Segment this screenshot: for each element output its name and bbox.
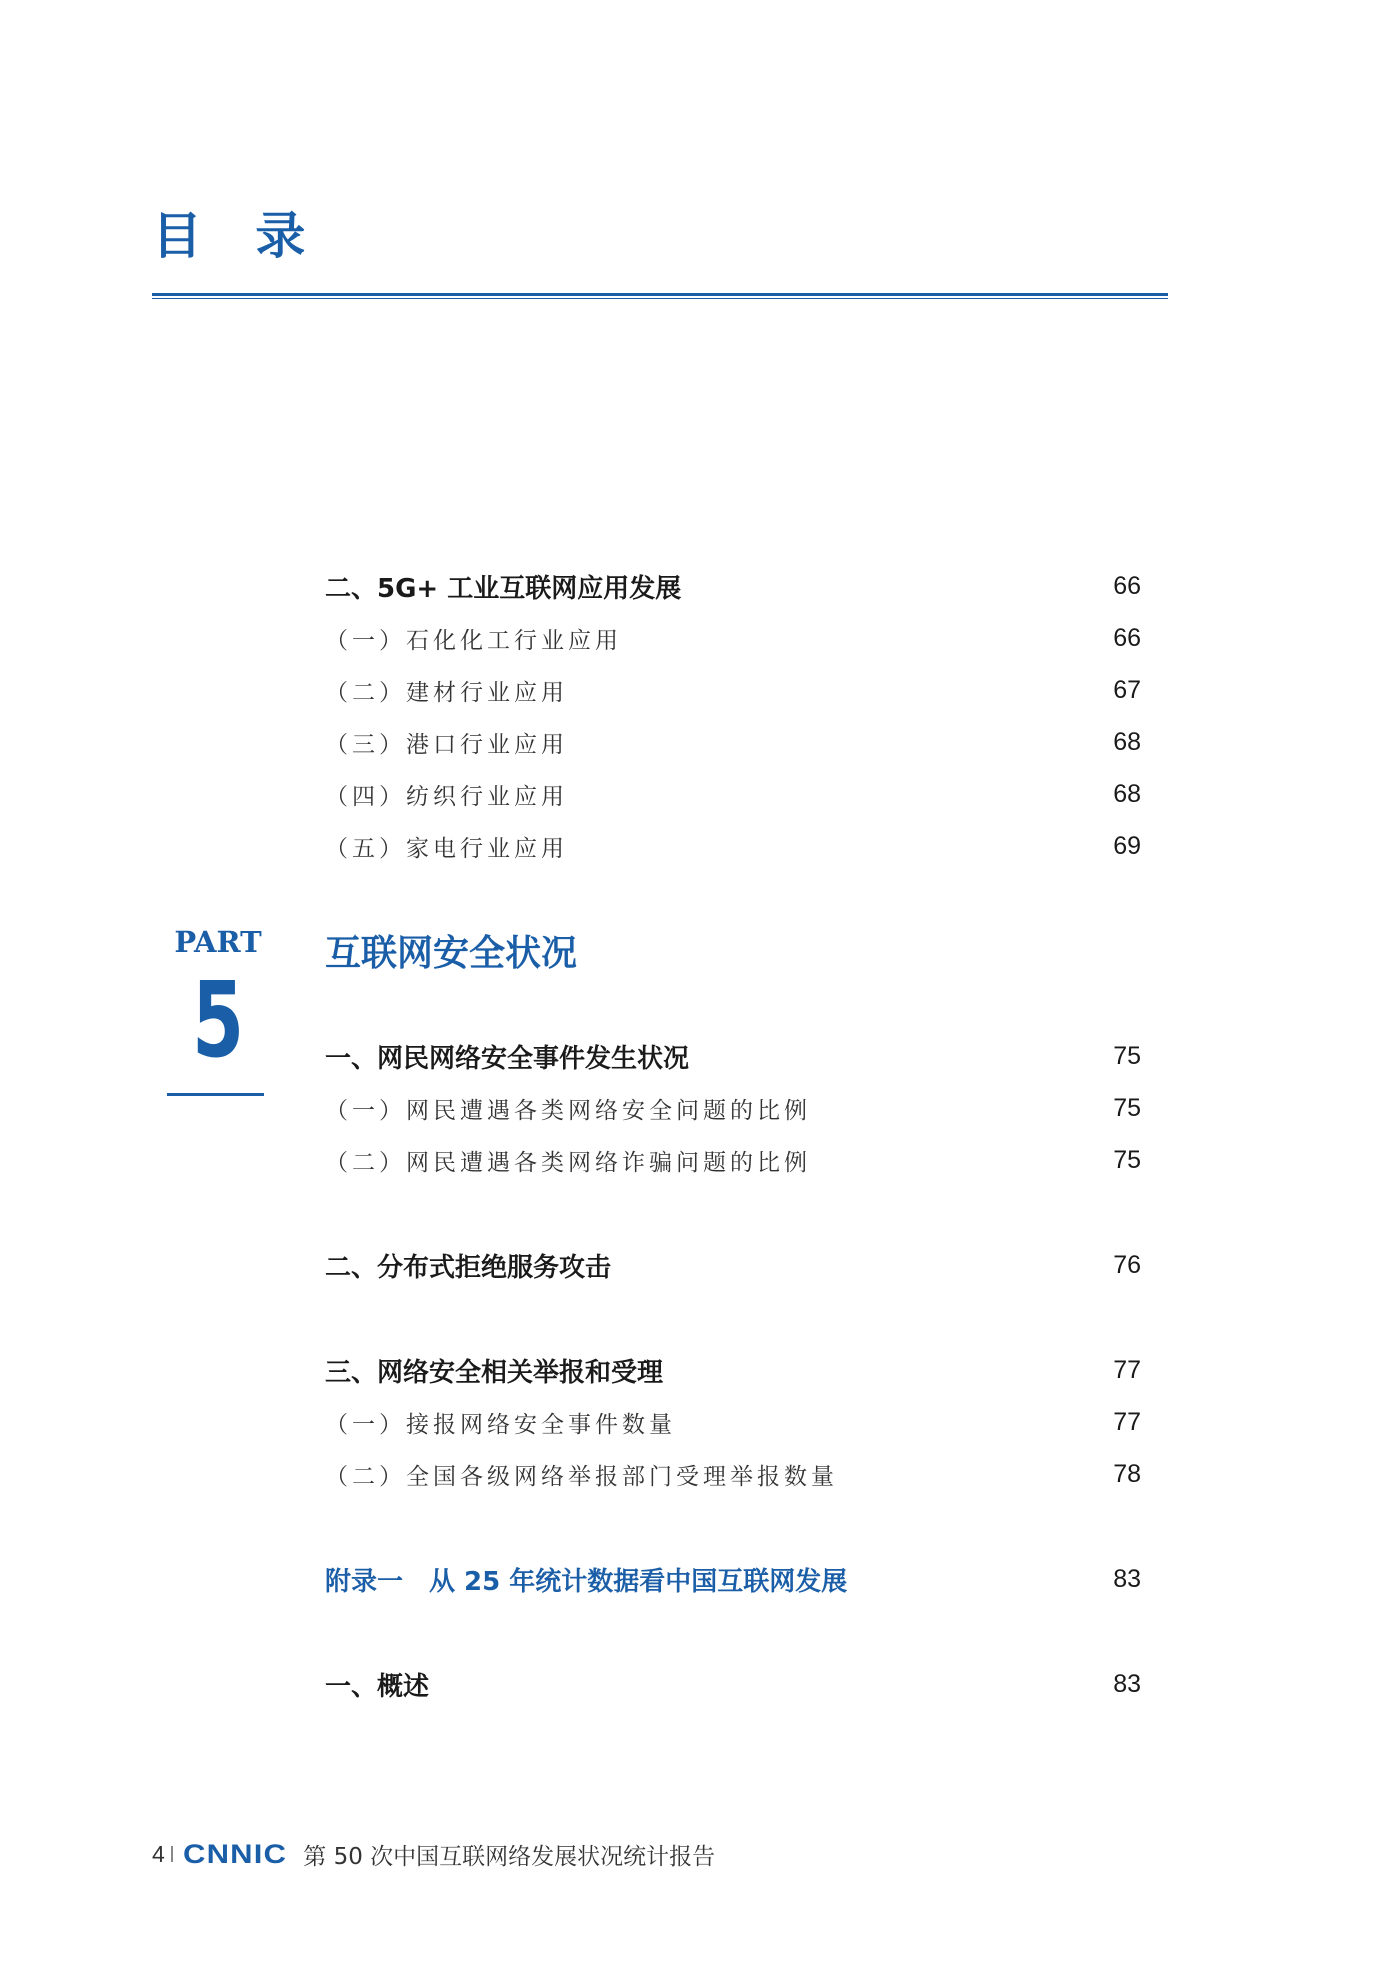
toc-subentry-page: 67 bbox=[1113, 675, 1141, 704]
toc-subentry-page: 75 bbox=[1113, 1093, 1141, 1122]
toc-subentry-label: （四）纺织行业应用 bbox=[325, 783, 568, 810]
toc-subentry-page: 66 bbox=[1113, 623, 1141, 652]
toc-entry[interactable] bbox=[325, 1036, 1141, 1076]
toc-subentry-label: （五）家电行业应用 bbox=[325, 835, 568, 862]
footer-report-title: 第 50 次中国互联网络发展状况统计报告 bbox=[303, 1843, 716, 1870]
toc-entry-page: 77 bbox=[1113, 1355, 1141, 1384]
toc-subentry-label: （一）石化化工行业应用 bbox=[325, 627, 622, 654]
toc-appendix-page: 83 bbox=[1113, 1564, 1141, 1593]
toc-entry-label: 二、分布式拒绝服务攻击 bbox=[325, 1252, 612, 1283]
part-label: PART bbox=[174, 925, 262, 959]
toc-entry[interactable] bbox=[325, 566, 1141, 606]
toc-subentry[interactable] bbox=[325, 722, 1141, 762]
title-divider bbox=[152, 293, 1168, 296]
toc-entry-label: 三、网络安全相关举报和受理 bbox=[325, 1357, 664, 1388]
toc-subentry[interactable] bbox=[325, 618, 1141, 658]
toc-subentry-label: （一）接报网络安全事件数量 bbox=[325, 1411, 676, 1438]
toc-title: 目 录 bbox=[152, 207, 324, 265]
part-title[interactable]: 互联网安全状况 bbox=[325, 933, 578, 974]
toc-subentry-label: （二）建材行业应用 bbox=[325, 679, 568, 706]
toc-subentry-label: （二）全国各级网络举报部门受理举报数量 bbox=[325, 1463, 838, 1490]
toc-subentry[interactable] bbox=[325, 1140, 1141, 1180]
toc-subentry[interactable] bbox=[325, 1402, 1141, 1442]
toc-entry-label: 一、概述 bbox=[325, 1671, 430, 1702]
toc-entry[interactable] bbox=[325, 1245, 1141, 1285]
toc-subentry-page: 68 bbox=[1113, 727, 1141, 756]
page-footer bbox=[152, 1838, 715, 1870]
toc-subentry-label: （三）港口行业应用 bbox=[325, 731, 568, 758]
toc-entry[interactable] bbox=[325, 1350, 1141, 1390]
toc-entry-page: 75 bbox=[1113, 1041, 1141, 1070]
toc-appendix-label: 附录一 从 25 年统计数据看中国互联网发展 bbox=[325, 1566, 848, 1597]
toc-subentry[interactable] bbox=[325, 1088, 1141, 1128]
toc-entry-page: 76 bbox=[1113, 1250, 1141, 1279]
toc-entry-label: 一、网民网络安全事件发生状况 bbox=[325, 1043, 690, 1074]
title-divider-thin bbox=[152, 298, 1168, 299]
toc-subentry[interactable] bbox=[325, 826, 1141, 866]
toc-subentry-page: 77 bbox=[1113, 1407, 1141, 1436]
part-number: 5 bbox=[191, 959, 245, 1081]
toc-subentry-label: （一）网民遭遇各类网络安全问题的比例 bbox=[325, 1097, 811, 1124]
footer-separator bbox=[171, 1846, 173, 1862]
toc-subentry-page: 78 bbox=[1113, 1459, 1141, 1488]
toc-entry-page: 66 bbox=[1113, 571, 1141, 600]
toc-subentry-page: 69 bbox=[1113, 831, 1141, 860]
toc-subentry-page: 75 bbox=[1113, 1145, 1141, 1174]
toc-subentry[interactable] bbox=[325, 774, 1141, 814]
toc-subentry[interactable] bbox=[325, 670, 1141, 710]
toc-entry-label: 二、5G+ 工业互联网应用发展 bbox=[325, 573, 682, 604]
toc-subentry-page: 68 bbox=[1113, 779, 1141, 808]
footer-page-number: 4 bbox=[152, 1840, 165, 1867]
toc-subentry[interactable] bbox=[325, 1454, 1141, 1494]
toc-subentry-label: （二）网民遭遇各类网络诈骗问题的比例 bbox=[325, 1149, 811, 1176]
toc-entry[interactable] bbox=[325, 1664, 1141, 1704]
part-underline bbox=[167, 1093, 264, 1096]
cnnic-logo: CNNIC bbox=[182, 1838, 287, 1869]
toc-entry-page: 83 bbox=[1113, 1669, 1141, 1698]
toc-appendix-entry[interactable] bbox=[325, 1559, 1141, 1599]
